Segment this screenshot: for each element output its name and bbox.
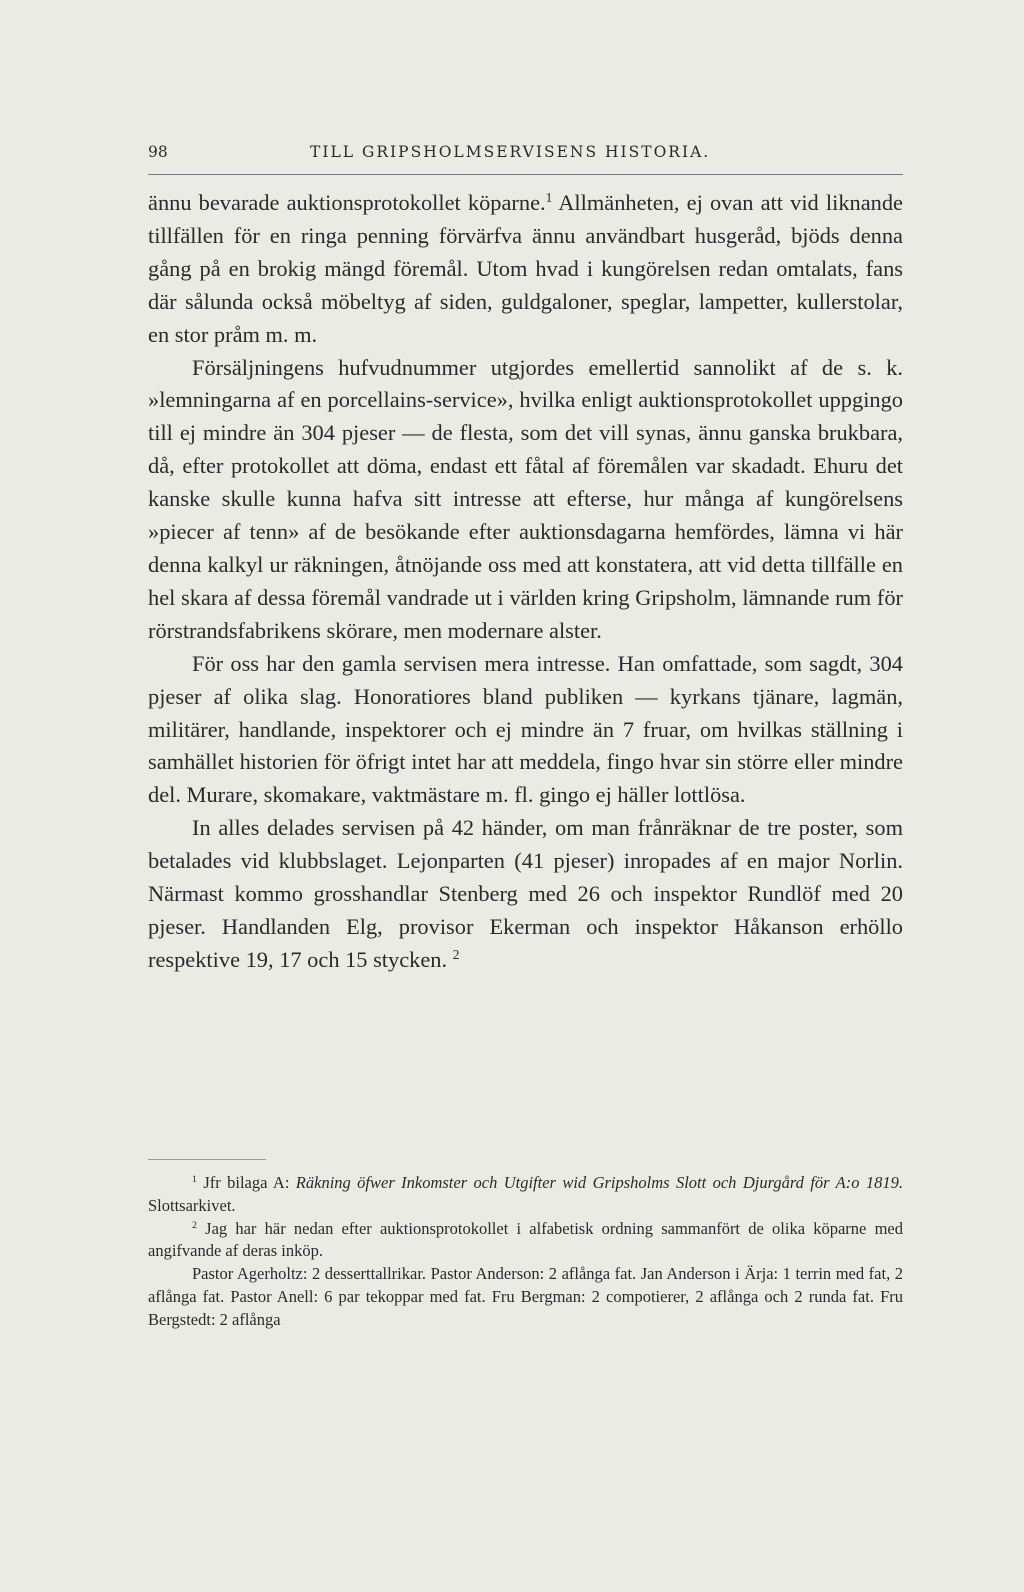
main-text [148,187,903,977]
footnote-ref-2: 2 [452,946,460,962]
header-rule [148,174,903,175]
footnote-1-post: Slottsarkivet. [148,1195,236,1215]
running-title: TILL GRIPSHOLMSERVISENS HISTORIA. [310,143,711,161]
footnote-2-continued: Pastor Agerholtz: 2 desserttallrikar. Pastor Anderson: 2 aflånga fat. Jan Anderson i Ärja: 1 terrin med fat, 2 aflånga fat. Pastor Anell: 6 par tekoppar med fat. Fru Bergman: 2 compotierer, 2 aflånga och 2 runda fat. Fru Bergstedt: 2 aflånga [148,1264,903,1329]
footnotes [148,1172,903,1332]
footnote-2 [148,1218,903,1264]
footnote-1 [148,1172,903,1218]
footnote-ref-1: 1 [545,189,553,205]
footnote-1-pre: Jfr bilaga A: [196,1173,296,1192]
footnote-1-title: Räkning öfwer Inkomster och Utgifter wid Gripsholms Slott och Djurgård för A:o 1819. [295,1173,903,1192]
paragraph-3: För oss har den gamla servisen mera intresse. Han omfattade, som sagdt, 304 pjeser af olika slag. Honoratiores bland publiken — kyrkans tjänare, lagmän, militärer, handlande, inspektorer och ej mindre än 7 fruar, om hvilkas ställning i samhället historien för öfrigt intet har att meddela, fingo hvar sin större eller mindre del. Murare, skomakare, vaktmästare m. fl. gingo ej häller lottlösa. [148,650,903,808]
footnote-rule [148,1159,266,1160]
paragraph-1-text-b: Allmänheten, ej ovan att vid liknande tillfällen för en ringa penning förvärfva ännu användbart husgeråd, bjöds denna gång på en brokig mängd föremål. Utom hvad i kungörelsen redan omtalats, fans där sålunda också möbeltyg af siden, guldgaloner, speglar, lampetter, kullerstolar, en stor pråm m. m. [148,190,903,347]
paragraph-1 [148,187,903,352]
paragraph-2: Försäljningens hufvudnummer utgjordes emellertid sannolikt af de s. k. »lemningarna af en porcellains-service», hvilka enligt auktionsprotokollet uppgingo till ej mindre än 304 pjeser — de flesta, som det vill synas, ännu ganska brukbara, då, efter protokollet att döma, endast ett fåtal af föremålen var skadadt. Ehuru det kanske skulle kunna hafva sitt intresse att efterse, hur många af kungörelsens »piecer af tenn» af de besökande efter auktionsdagarna hemfördes, lämna vi här denna kalkyl ur räkningen, åtnöjande oss med att konstatera, att vid detta tillfälle en hel skara af dessa föremål vandrade ut i världen kring Gripsholm, lämnande rum för rörstrandsfabrikens skörare, men modernare alster. [148,354,903,643]
page-number: 98 [148,143,168,161]
paragraph-4-text: In alles delades servisen på 42 händer, om man frånräknar de tre poster, som betalades vid klubbslaget. Lejonparten (41 pjeser) inropades af en major Norlin. Närmast kommo grosshandlar Stenberg med 26 och inspektor Rundlöf med 20 pjeser. Handlanden Elg, provisor Ekerman och inspektor Håkanson erhöllo respektive 19, 17 och 15 stycken. [148,815,903,972]
paragraph-1-text-a: ännu bevarade auktionsprotokollet köparne. [148,190,546,215]
footnote-2-marker: 2 [192,1219,197,1231]
paragraph-4 [148,812,903,977]
footnote-2-text: Jag har här nedan efter auktionsprotokollet i alfabetisk ordning sammanfört de olika köparne med angifvande af deras inköp. [148,1218,903,1261]
footnote-1-marker: 1 [192,1174,197,1186]
